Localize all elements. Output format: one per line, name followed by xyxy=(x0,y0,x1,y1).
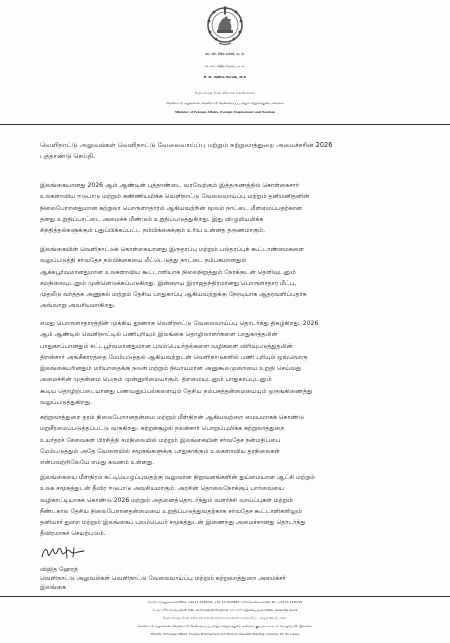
paragraph-line: இலங்கையரினதும் மரியாதைக்கு நலன் மற்றும் நியாயமான அனுகூலமுறையை உறுதி செய்வது xyxy=(40,365,302,373)
footer-divider xyxy=(0,596,450,597)
paragraph-line: இலங்கையானது 2026 ஆம் ஆண்டின் புத்தாண்டை வரவேற்கும் இத்தருணத்தில் கொள்கைசார் xyxy=(40,182,300,189)
paragraph-line: வலுப்படுத்தி சர்வதேச நம்பிக்கையை மீட்டெடுத்து நாட்டை நம்பகமானதும் xyxy=(40,257,247,265)
document-title-line: வெளிநாட்டு அலுவல்கள் வெளிநாட்டு வேலைவாய்ப்பு மற்றும் சுற்றுலாத்துறை அமைச்சரின் 2026 xyxy=(40,141,333,149)
paragraph-line: பாதுகாப்பானதும் சட்டபூர்வமானதுமான புலம்பெயர்தல்களை வழிகளை விரிவுபடுத்துதலின் xyxy=(40,342,293,350)
handwritten-signature xyxy=(40,544,100,562)
paragraph-line: திறன்சார் அங்கீகாரத்தை மேம்படுத்தல் ஆகியவற்றுடன் வெளிநாடுகளில் பணி புரியும் ஒவ்வொரு xyxy=(40,353,308,361)
minister-name-english: H. M. Vijitha Herath, M.P. xyxy=(203,75,247,79)
paragraph-line: தனது உறுதிப்பாட்டை அமைச்சு மீண்டும் உறுதிப்படுத்துகிறது. இது விழுமியமிக்க xyxy=(40,215,264,223)
paragraph-line: அமைச்சின் முதன்மை பெரும் முன்னுரிமையாகும். திறமையுடனும் பாதுகாப்புடனும் xyxy=(40,376,272,384)
sri-lanka-emblem-icon xyxy=(205,4,245,48)
paragraph-line: என்பவற்றிலேயே எமது கவனம் உள்ளது. xyxy=(40,459,155,467)
minister-office-tamil: வெளிநாட்டு அலுவல்கள், வெளிநாட்டு வேலைவாய்ப்பு மற்றும் சுற்றுலாத்துறை அமைச்சர் xyxy=(166,101,284,105)
paragraph-line: இலங்கையை மீளநிரம் கட்டியெழுப்புவதற்கு வலுவான நிறுவனங்களின் துய்மையான ஆட்சி மற்றும் xyxy=(40,474,316,481)
signatory-country: இலங்கை xyxy=(40,584,66,591)
paragraph-line: மறுசீரமைப்படுத்தப்பட்டு வருகிறது. சுற்றுச்சூழல் நலன்சார் பொறுப்புமிக்க சுற்றுலாத்துறை xyxy=(40,425,285,433)
footer-address-sinhala: විදේශ කටයුතු, විදේශ රැකියා සහ සංචාරක අමාත්‍යාංශය, ජනරජ ගොඩනැගිල්ල, කොළඹ 01, ශ්‍රී ලංකාව. xyxy=(163,616,287,620)
minister-name-sinhala: එච්. එම්. විජිත හේරත්, පා. ම. xyxy=(205,52,245,56)
paragraph-line: முதலீடு வர்த்தக அணுகல் மற்றும் தேசிய பாதுகாப்பு ஆகியவற்றுக்கு நேரடியாக ஆதரவளிப்பதாக xyxy=(40,291,307,299)
paragraph-line: உலகளாவிய ஈடுபாடு மற்றும் கண்ணியமிக்க வெளிநாட்டு வேலைவாய்ப்பு மற்றும் தனிமனிதனின் xyxy=(40,193,310,201)
paragraph xyxy=(40,472,410,540)
paragraph-line: மேம்படுத்தும் அதே வேளையில் சமூகங்களுக்கு பாதுகாக்கும் உலகளாவிய தரநிலைகள் xyxy=(40,447,281,455)
minister-office-english: Minister of Foreign Affairs, Foreign Employment and Tourism xyxy=(174,110,276,114)
paragraph xyxy=(40,244,410,312)
paragraph-line: சுற்றுலாத்துறை தரம் நிலைபேறானதன்மை மற்றும் மீள்நிறன் ஆகியவற்றை மையமாகக் கொண்டு xyxy=(40,414,304,421)
paragraph-line: தீவிரமாகச் செயற்படும். xyxy=(40,530,106,538)
minister-name-tamil: எச். எம். விஜித ஹேரத், பா. உ. xyxy=(204,64,246,68)
paragraph-line: எமது பொருளாதாரத்தின் முக்கிய தூணாக வெளிநாட்டு வேலைவாய்ப்பு தொடர்ந்து திகழ்கிறது. 2026 xyxy=(40,320,319,327)
minister-office-sinhala: විදේශ කටයුතු, විදේශ රැකියා සහ සංචාරක අමාත්‍ය xyxy=(194,91,256,95)
paragraph-line: நீண்டகால தேசிய நிலைபேறானதன்மையை உறுதிப்படுத்துவதற்காக சர்வதேச கூட்டாளிகளிலும் xyxy=(40,507,303,515)
paragraph-line: உயர்தரச் சேவைகள் பிரசித்தி சமநிலையில் மற்றும் இலங்கையின் சர்வதேச நன்மதிப்பை xyxy=(40,436,281,444)
paragraph xyxy=(40,180,410,236)
paragraph xyxy=(40,318,410,408)
paragraph-line: உலக சமூகத்துடன் தீவிர ஈடுபாடு அவசியமாகும். அரசின் தொலைநோக்குப் பார்வையை xyxy=(40,485,284,493)
paragraph-line: கூடிய தொழிற்படையானது பணவனுப்பல்களையும் தேசிய நம்பகத்தன்மையையும் ஒருங்கிணைத்து xyxy=(40,387,313,395)
footer-email: ඊ-මේල් ලිපිනය/ஈமெயில்/E-mail: ps-foreign@mfa.gov.lk වෙබ් අඩවිය/இணையத்தளம்/Web: www.mfa.gov.lk xyxy=(152,608,298,612)
paragraph-line: வழிகாட்டியாகக் கொண்டு 2026 மற்றும் அதனைத்தொடர்ந்தும் வளர்ச்சி வாய்ப்புகள் மற்றும் xyxy=(40,496,293,504)
document-title xyxy=(40,140,410,162)
footer-contact: කාර්යාලය/அலுவலகம்/Office: +94-11-2430221, +94-11-2445498 ෆැක්ස්/தொலைநகல்/Fax No: +94-11-2430222 xyxy=(147,600,303,604)
paragraph-line: தனியார் துறை மற்றும் இலங்கைப் புலம்பெயர் சமூகத்துடன் இணைந்து அமைச்சானது தொடர்ந்து xyxy=(40,519,306,527)
document-title-line: புத்தாண்டு செய்தி. xyxy=(40,152,96,160)
paragraph-line: ஆம் ஆண்டில் வெளிநாட்டில் பணிபுரியும் இலங்கை தொழிலாளர்களை பாதுகாத்தலின் xyxy=(40,331,278,339)
paragraph-line: சிந்தித்தல்களுக்கும் புதுப்பிக்கப்பட்ட நம்பிக்கைக்கும் உரிய உன்னத தருணமாகும். xyxy=(40,227,266,235)
header-divider xyxy=(0,124,450,125)
footer-address-tamil: வெளிநாட்டு அலுவல்கள், வெளிநாட்டு வேலைவாய்ப்பு மற்றும் சுற்றுலாத்துறை அமைச்சு, குடியரசு கட்டிடம், கொழும்பு 01, இலங்கை. xyxy=(137,624,313,628)
paragraph xyxy=(40,412,410,468)
signatory-name: விஜித ஹேரத் xyxy=(40,566,78,573)
paragraph-line: அவ்வாறு அவசியமாகிறது. xyxy=(40,302,116,310)
paragraph-line: வலுப்படுத்துகிறது. xyxy=(40,399,93,407)
footer-address-english: Ministry of Foreign Affairs, Foreign Employment and Tourism, Republic Building, Colombo 01, Sri Lanka. xyxy=(150,632,300,636)
paragraph-line: சமநிலையுடனும் முன்னெடுக்கப்படுகிறது. இன்றைய இராஜதந்திரமானது பொருளாதார மீட்பு, xyxy=(40,279,297,287)
paragraph-line: நிலைபேறானதுமான சுற்றுலா பொருளாதாரம் ஆகியவற்றின் மூலம் நாட்டை மீளமைப்பதற்கான xyxy=(40,204,302,212)
paragraph-line: இலங்கையின் வெளிநாட்டுக் கொள்கையானது இருதரப்பு மற்றும் பல்தரப்புக் கூட்டாண்மைகளை xyxy=(40,246,305,253)
signatory-title: வெளிநாட்டு அலுவல்கள் வெளிநாட்டு வேலைவாய்ப்பு மற்றும் சுற்றுலாத்துறை அமைச்சர் xyxy=(40,575,286,582)
paragraph-line: ஆக்கபூர்வமானதுமான உலகளாவிய கூட்டாளியாக நிலைநிறுத்தும் நோக்குடன் தெளிவுடனும் xyxy=(40,268,296,276)
